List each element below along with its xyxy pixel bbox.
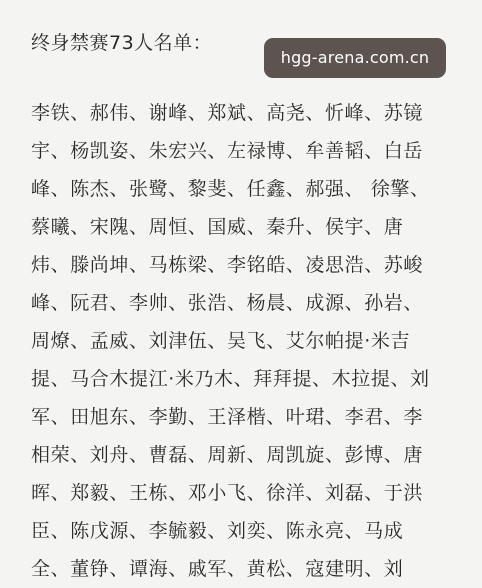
name-list-line: 炜、滕尚坤、马栋梁、李铭皓、凌思浩、苏峻 [31, 254, 424, 276]
name-list-line: 峰、阮君、李帅、张浩、杨晨、成源、孙岩、 [31, 292, 424, 314]
name-list-line: 军、田旭东、李勤、王泽楷、叶珺、李君、李 [31, 406, 424, 428]
name-list-line: 提、马合木提江·米乃木、拜拜提、木拉提、刘 [31, 368, 430, 390]
name-list-line: 峰、陈杰、张鹭、黎斐、任鑫、郝强、 徐擎、 [31, 178, 430, 200]
name-list-line: 宇、杨凯姿、朱宏兴、左禄博、牟善韬、白岳 [31, 140, 424, 162]
name-list-line: 相荣、刘舟、曹磊、周新、周凯旋、彭博、唐 [31, 444, 424, 466]
name-list-line: 蔡曦、宋隗、周恒、国威、秦升、侯宇、唐 [31, 216, 404, 238]
name-list-line: 李铁、郝伟、谢峰、郑斌、高尧、忻峰、苏镜 [31, 102, 424, 124]
name-list [31, 94, 461, 588]
name-list-line: 全、董铮、谭海、戚军、黄松、寇建明、刘 [31, 558, 404, 580]
document-title: 终身禁赛73人名单： [31, 32, 213, 54]
watermark-badge: hgg-arena.com.cn [264, 38, 446, 78]
name-list-line: 臣、陈戊源、李毓毅、刘奕、陈永亮、马成 [31, 520, 404, 542]
name-list-line: 晖、郑毅、王栋、邓小飞、徐洋、刘磊、于洪 [31, 482, 424, 504]
name-list-line: 周燎、孟威、刘津伍、吴飞、艾尔帕提·米吉 [31, 330, 411, 352]
